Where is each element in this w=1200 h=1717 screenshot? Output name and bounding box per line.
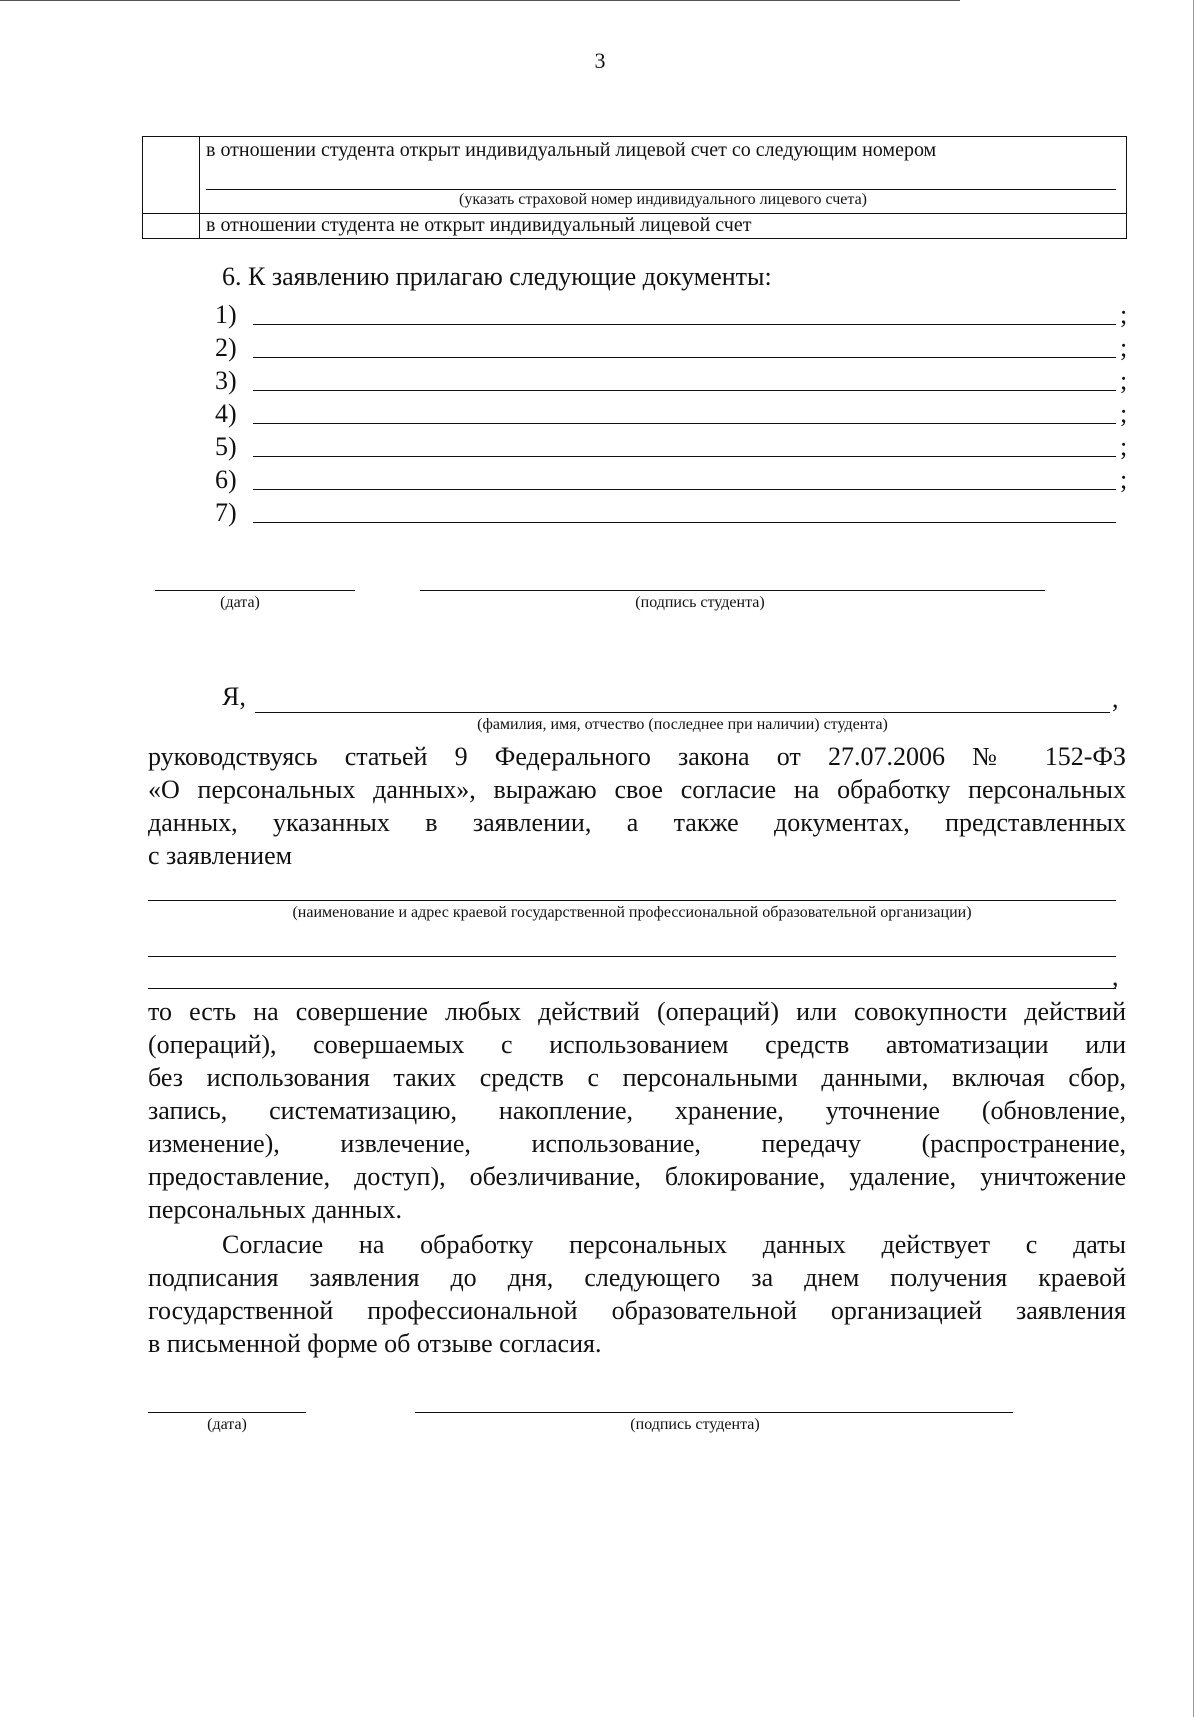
organization-caption: (наименование и адрес краевой государственной профессиональной образовательной организации) [292, 904, 972, 921]
text-line: «О персональных данных», выражаю свое согласие на обработку персональных [148, 775, 1126, 804]
document-number: 7) [215, 498, 237, 527]
account-opened-text: в отношении студента открыт индивидуальный лицевой счет со следующим номером [206, 139, 937, 161]
checkbox-account-not-opened[interactable] [143, 214, 200, 239]
insurance-number-line[interactable] [206, 189, 1116, 190]
document-number: 6) [215, 465, 237, 494]
student-name-line[interactable] [255, 712, 1110, 713]
consent-paragraph-3 [148, 1228, 1126, 1360]
document-end-mark: ; [1120, 399, 1128, 428]
consent-paragraph-2 [148, 995, 1126, 1226]
document-number: 2) [215, 333, 237, 362]
text-line: без использования таких средств с персональными данными, включая сбор, [148, 1063, 1126, 1092]
document-input-line[interactable] [253, 390, 1116, 391]
account-opened-cell [200, 137, 1127, 214]
text-line: Согласие на обработку персональных данных действует с даты [222, 1230, 1126, 1259]
organization-comma: , [1112, 962, 1119, 991]
document-line [215, 465, 1130, 497]
account-not-opened-cell [200, 214, 1127, 239]
text-line: персональных данных. [148, 1195, 402, 1224]
insurance-number-caption: (указать страховой номер индивидуального лицевого счета) [458, 191, 868, 208]
document-number: 5) [215, 432, 237, 461]
document-line [215, 333, 1130, 365]
signature-caption: (подпись студента) [635, 594, 765, 611]
date-line-2[interactable] [148, 1412, 306, 1413]
student-name-caption: (фамилия, имя, отчество (последнее при наличии) студента) [477, 716, 888, 733]
document-input-line[interactable] [253, 324, 1116, 325]
text-line: государственной профессиональной образовательной организацией заявления [148, 1296, 1126, 1325]
document-end-mark: ; [1120, 333, 1128, 362]
date-caption: (дата) [220, 594, 260, 611]
organization-line-3[interactable] [148, 988, 1116, 989]
document-number: 3) [215, 366, 237, 395]
document-end-mark: ; [1120, 432, 1128, 461]
text-line: изменение), извлечение, использование, передачу (распространение, [148, 1129, 1126, 1158]
text-line: (операций), совершаемых с использованием средств автоматизации или [148, 1030, 1126, 1059]
document-line [215, 300, 1130, 332]
account-not-opened-text: в отношении студента не открыт индивидуальный лицевой счет [206, 214, 752, 236]
text-line: в письменной форме об отзыве согласия. [148, 1329, 602, 1358]
document-end-mark: ; [1120, 366, 1128, 395]
text-line: данных, указанных в заявлении, а также документах, представленных [148, 808, 1126, 837]
signature-caption-2: (подпись студента) [630, 1416, 760, 1433]
text-line: руководствуясь статьей 9 Федерального закона от 27.07.2006 № 152-ФЗ [148, 742, 1126, 771]
account-table [142, 136, 1127, 239]
document-input-line[interactable] [253, 456, 1116, 457]
scan-edge-top [0, 0, 960, 1]
signature-line[interactable] [420, 590, 1045, 591]
text-line: подписания заявления до дня, следующего за днем получения краевой [148, 1263, 1126, 1292]
organization-line-2[interactable] [148, 956, 1116, 957]
text-line: с заявлением [148, 841, 293, 870]
organization-line[interactable] [148, 900, 1116, 901]
document-number: 1) [215, 300, 237, 329]
document-input-line[interactable] [253, 522, 1116, 523]
documents-heading: 6. К заявлению прилагаю следующие документы: [222, 262, 772, 291]
document-number: 4) [215, 399, 237, 428]
scan-edge-right [1193, 0, 1194, 1717]
consent-paragraph-1 [148, 740, 1126, 872]
date-line[interactable] [155, 590, 355, 591]
text-line: предоставление, доступ), обезличивание, блокирование, удаление, уничтожение [148, 1162, 1126, 1191]
document-input-line[interactable] [253, 489, 1116, 490]
date-caption-2: (дата) [207, 1416, 247, 1433]
document-line [215, 366, 1130, 398]
signature-line-2[interactable] [415, 1412, 1013, 1413]
document-end-mark: ; [1120, 465, 1128, 494]
text-line: то есть на совершение любых действий (операций) или совокупности действий [148, 997, 1126, 1026]
name-comma: , [1112, 684, 1119, 713]
document-input-line[interactable] [253, 357, 1116, 358]
consent-ya: Я, [222, 682, 246, 711]
document-line [215, 432, 1130, 464]
text-line: запись, систематизацию, накопление, хранение, уточнение (обновление, [148, 1096, 1126, 1125]
checkbox-account-opened[interactable] [143, 137, 200, 214]
document-end-mark: ; [1120, 300, 1128, 329]
page-number: 3 [594, 48, 606, 73]
document-input-line[interactable] [253, 423, 1116, 424]
document-line [215, 399, 1130, 431]
document-line [215, 498, 1130, 530]
